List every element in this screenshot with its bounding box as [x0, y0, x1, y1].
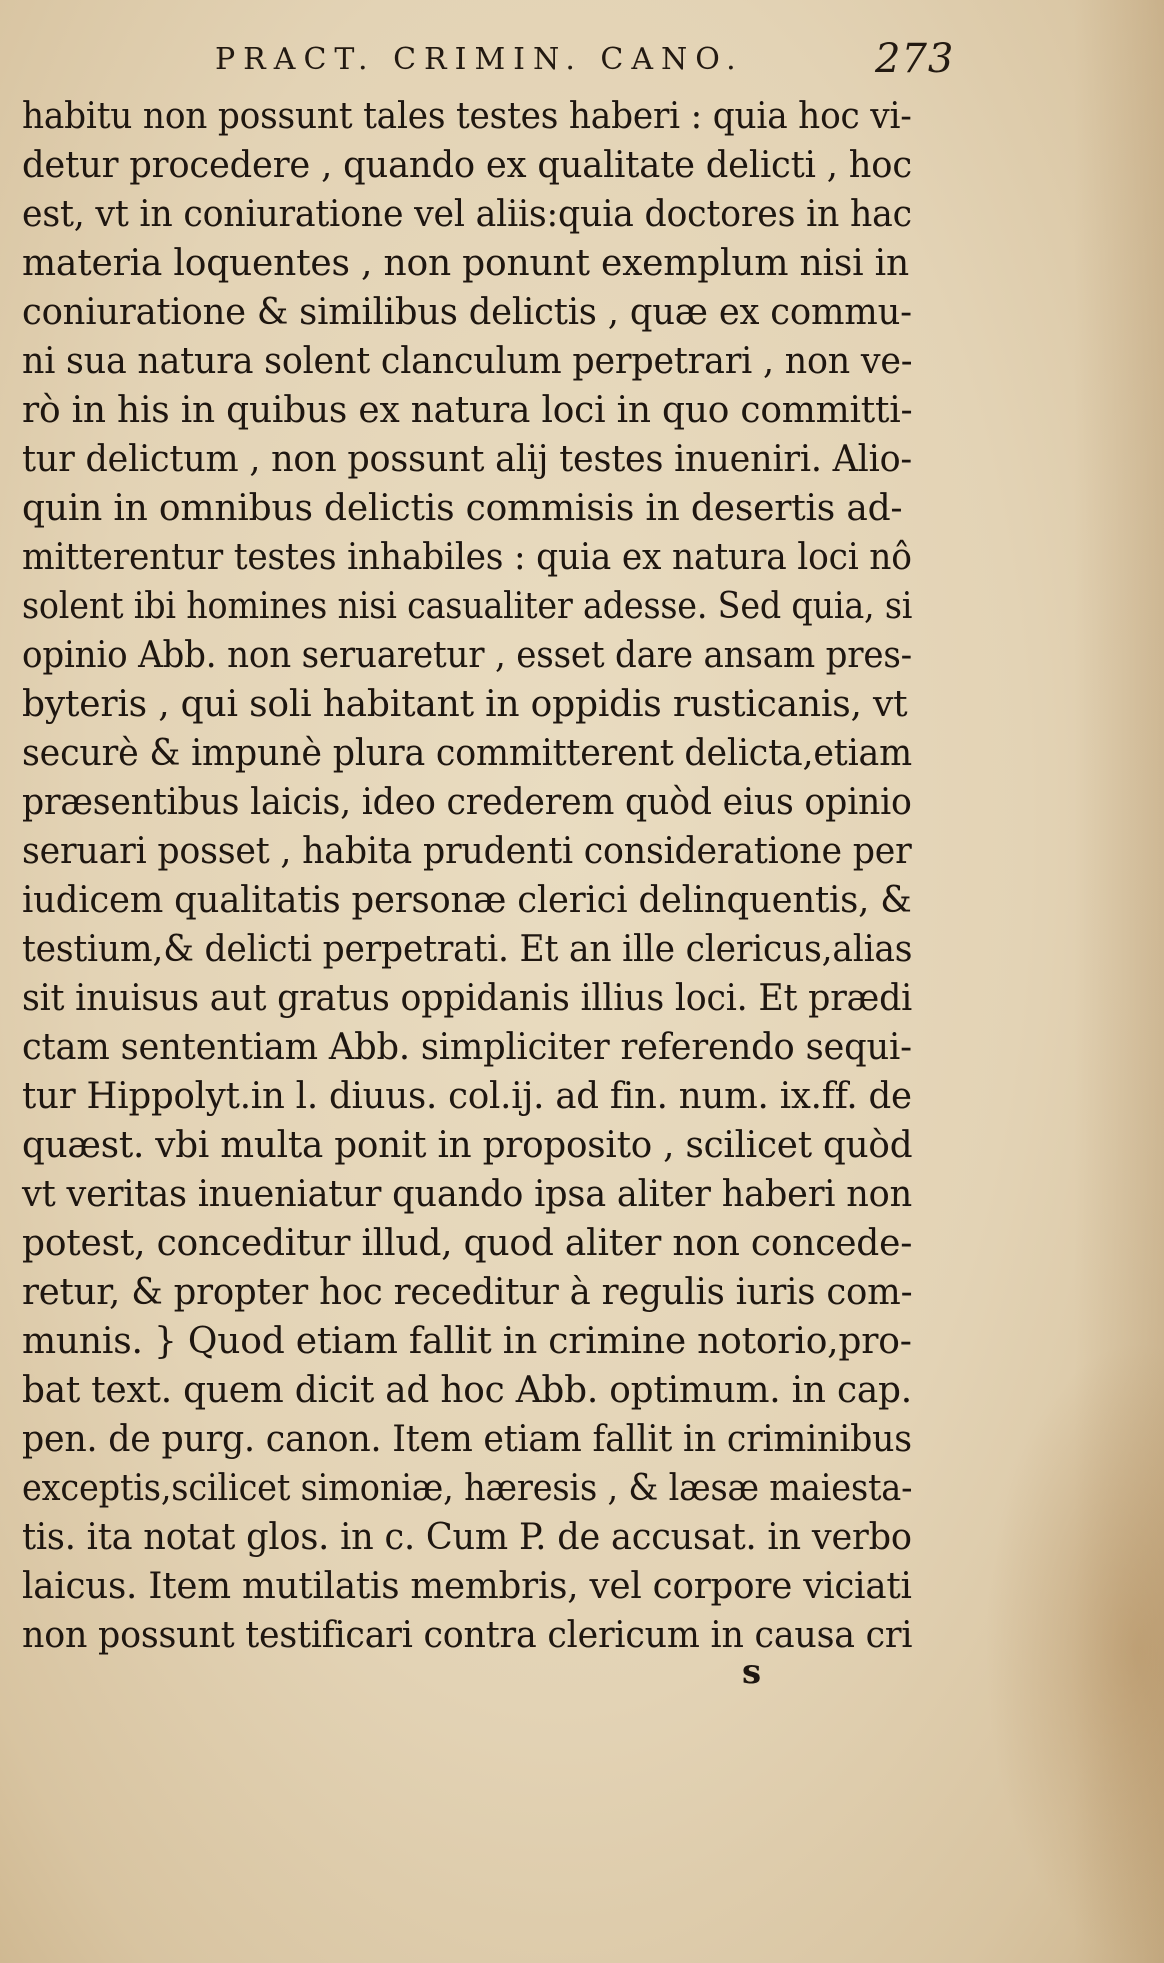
text-line: byteris , qui soli habitant in oppidis rusticanis, vt: [22, 684, 908, 725]
text-line: sit inuisus aut gratus oppidanis illius loci. Et prædi: [22, 978, 913, 1019]
text-line: iudicem qualitatis personæ clerici delinquentis, &: [22, 880, 912, 921]
page-header: [215, 36, 955, 96]
text-line: mitterentur testes inhabiles : quia ex natura loci nô: [22, 537, 912, 578]
text-line: opinio Abb. non seruaretur , esset dare ansam pres-: [22, 635, 912, 676]
text-line: coniuratione & similibus delictis , quæ ex commu-: [22, 292, 912, 333]
text-line: munis. } Quod etiam fallit in crimine notorio,pro-: [22, 1321, 912, 1362]
text-line: seruari posset , habita prudenti consideratione per: [22, 831, 912, 872]
text-line: vt veritas inueniatur quando ipsa aliter haberi non: [22, 1174, 913, 1215]
text-line: ni sua natura solent clanculum perpetrari , non ve-: [22, 341, 913, 382]
text-line: testium,& delicti perpetrati. Et an ille clericus,alias: [22, 929, 913, 970]
text-line: tis. ita notat glos. in c. Cum P. de accusat. in verbo: [22, 1517, 912, 1558]
text-line: laicus. Item mutilatis membris, vel corpore viciati: [22, 1566, 912, 1607]
page-number: 273: [875, 36, 955, 82]
text-line: tur Hippolyt.in l. diuus. col.ij. ad fin. num. ix.ff. de: [22, 1076, 912, 1117]
text-line: est, vt in coniuratione vel aliis:quia doctores in hac: [22, 194, 912, 235]
text-line: bat text. quem dicit ad hoc Abb. optimum. in cap.: [22, 1370, 912, 1411]
text-line: exceptis,scilicet simoniæ, hæresis , & læsæ maiesta-: [22, 1468, 913, 1509]
text-line: materia loquentes , non ponunt exemplum nisi in: [22, 243, 909, 284]
running-head: PRACT. CRIMIN. CANO.: [215, 42, 744, 77]
text-line: solent ibi homines nisi casualiter adesse. Sed quia, si: [22, 586, 913, 627]
text-line: ctam sententiam Abb. simpliciter referendo sequi-: [22, 1027, 912, 1068]
text-line: habitu non possunt tales testes haberi : quia hoc vi-: [22, 96, 912, 137]
text-line: rò in his in quibus ex natura loci in quo committi-: [22, 390, 913, 431]
text-line: retur, & propter hoc receditur à regulis iuris com-: [22, 1272, 913, 1313]
body-text: [22, 92, 912, 1660]
text-line: pen. de purg. canon. Item etiam fallit in criminibus: [22, 1419, 912, 1460]
text-line: præsentibus laicis, ideo crederem quòd eius opinio: [22, 782, 912, 823]
water-stain: [984, 1340, 1164, 1960]
text-line: potest, conceditur illud, quod aliter non concede-: [22, 1223, 913, 1264]
signature-mark: s: [742, 1652, 762, 1692]
text-line: securè & impunè plura committerent delicta,etiam: [22, 733, 912, 774]
text-line: detur procedere , quando ex qualitate delicti , hoc: [22, 145, 912, 186]
text-line: non possunt testificari contra clericum in causa cri: [22, 1615, 913, 1656]
text-line: quin in omnibus delictis commisis in desertis ad-: [22, 488, 903, 529]
text-line: quæst. vbi multa ponit in proposito , scilicet quòd: [22, 1125, 913, 1166]
text-line: tur delictum , non possunt alij testes inueniri. Alio-: [22, 439, 913, 480]
